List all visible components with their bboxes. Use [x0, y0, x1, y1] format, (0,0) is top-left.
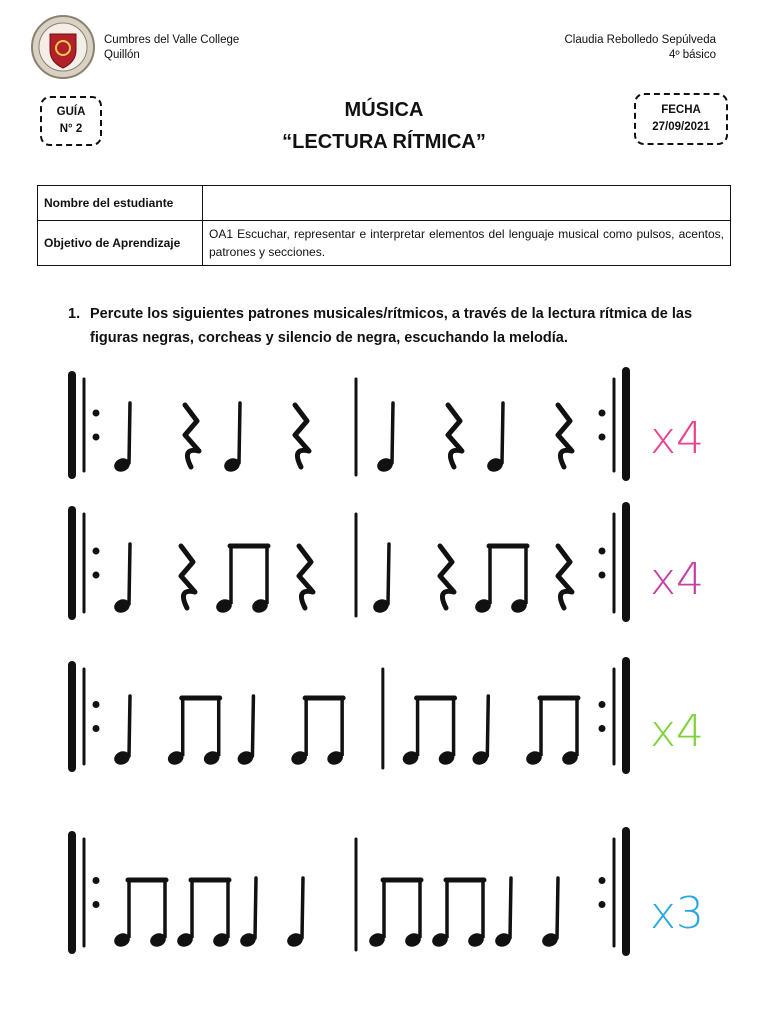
repeat-dot — [599, 548, 606, 555]
note-stem — [487, 696, 488, 756]
quarter-rest — [299, 546, 313, 608]
grade-label: 4º básico — [668, 49, 716, 61]
repeat-count: x4 — [650, 706, 705, 757]
repeat-start-sign — [72, 665, 100, 768]
quarter-rest — [181, 546, 195, 608]
repeat-dot — [93, 877, 100, 884]
quarter-rest — [440, 546, 454, 608]
quarter-rest — [558, 405, 572, 467]
repeat-dot — [93, 701, 100, 708]
note-stem — [557, 878, 558, 938]
repeat-dot — [93, 434, 100, 441]
quarter-note — [236, 696, 256, 767]
eighth-note-pair — [473, 546, 529, 615]
quarter-note — [222, 403, 242, 474]
quarter-note — [371, 544, 391, 615]
subject-title: MÚSICA — [344, 99, 424, 121]
quarter-note — [238, 878, 258, 949]
eighth-note-pair — [166, 698, 222, 767]
repeat-dot — [93, 572, 100, 579]
note-stem — [252, 696, 253, 756]
repeat-dot — [599, 434, 606, 441]
topic-title: “LECTURA RÍTMICA” — [282, 131, 486, 153]
note-stem — [129, 544, 130, 604]
repeat-dot — [93, 901, 100, 908]
guide-label: GUÍA — [56, 106, 86, 118]
repeat-dot — [93, 410, 100, 417]
eighth-note-pair — [289, 698, 345, 767]
student-label: Nombre del estudiante — [38, 186, 203, 221]
question-number: 1. — [68, 306, 81, 322]
repeat-end-sign — [599, 371, 627, 477]
repeat-count: x4 — [650, 413, 705, 464]
note-stem — [302, 878, 303, 938]
repeat-start-sign — [72, 375, 100, 475]
quarter-rest — [295, 405, 309, 467]
eighth-note-pair — [401, 698, 457, 767]
question-text: Percute los siguientes patrones musicales/rítmicos, a través de la lectura rítmica de las figuras negras, corcheas y silencio de negra, escuchando la melodía. — [90, 306, 693, 346]
repeat-dot — [93, 548, 100, 555]
repeat-dot — [599, 901, 606, 908]
eighth-note-pair — [112, 880, 168, 949]
repeat-end-sign — [599, 506, 627, 618]
repeat-dot — [93, 725, 100, 732]
note-stem — [502, 403, 503, 463]
quarter-note — [112, 696, 132, 767]
repeat-dot — [599, 572, 606, 579]
objective-text: OA1 Escuchar, representar e interpretar elementos del lenguaje musical como pulsos, acentos, patrones y secciones. — [203, 221, 731, 266]
repeat-dot — [599, 701, 606, 708]
quarter-rest — [448, 405, 462, 467]
repeat-dot — [599, 877, 606, 884]
quarter-rest — [185, 405, 199, 467]
note-stem — [392, 403, 393, 463]
repeat-end-sign — [599, 831, 627, 952]
repeat-count: x4 — [650, 554, 705, 605]
eighth-note-pair — [367, 880, 423, 949]
guide-number: N° 2 — [59, 123, 83, 135]
note-stem — [510, 878, 511, 938]
eighth-note-pair — [175, 880, 231, 949]
quarter-note — [493, 878, 513, 949]
repeat-start-sign — [72, 835, 100, 950]
teacher-name: Claudia Rebolledo Sepúlveda — [564, 34, 716, 46]
quarter-note — [112, 403, 132, 474]
repeat-count: x3 — [650, 888, 705, 939]
note-stem — [239, 403, 240, 463]
repeat-dot — [599, 725, 606, 732]
quarter-note — [112, 544, 132, 615]
school-city: Quillón — [104, 49, 140, 61]
quarter-note — [470, 696, 490, 767]
repeat-start-sign — [72, 510, 100, 616]
quarter-note — [540, 878, 560, 949]
eighth-note-pair — [214, 546, 270, 615]
note-stem — [129, 696, 130, 756]
date-value: 27/09/2021 — [652, 121, 710, 133]
quarter-note — [285, 878, 305, 949]
note-stem — [388, 544, 389, 604]
school-name: Cumbres del Valle College — [104, 34, 240, 46]
quarter-rest — [558, 546, 572, 608]
quarter-note — [485, 403, 505, 474]
repeat-end-sign — [599, 661, 627, 770]
repeat-dot — [599, 410, 606, 417]
eighth-note-pair — [430, 880, 486, 949]
quarter-note — [375, 403, 395, 474]
eighth-note-pair — [524, 698, 580, 767]
objective-label: Objetivo de Aprendizaje — [38, 221, 203, 266]
date-label: FECHA — [661, 104, 701, 116]
note-stem — [255, 878, 256, 938]
note-stem — [129, 403, 130, 463]
